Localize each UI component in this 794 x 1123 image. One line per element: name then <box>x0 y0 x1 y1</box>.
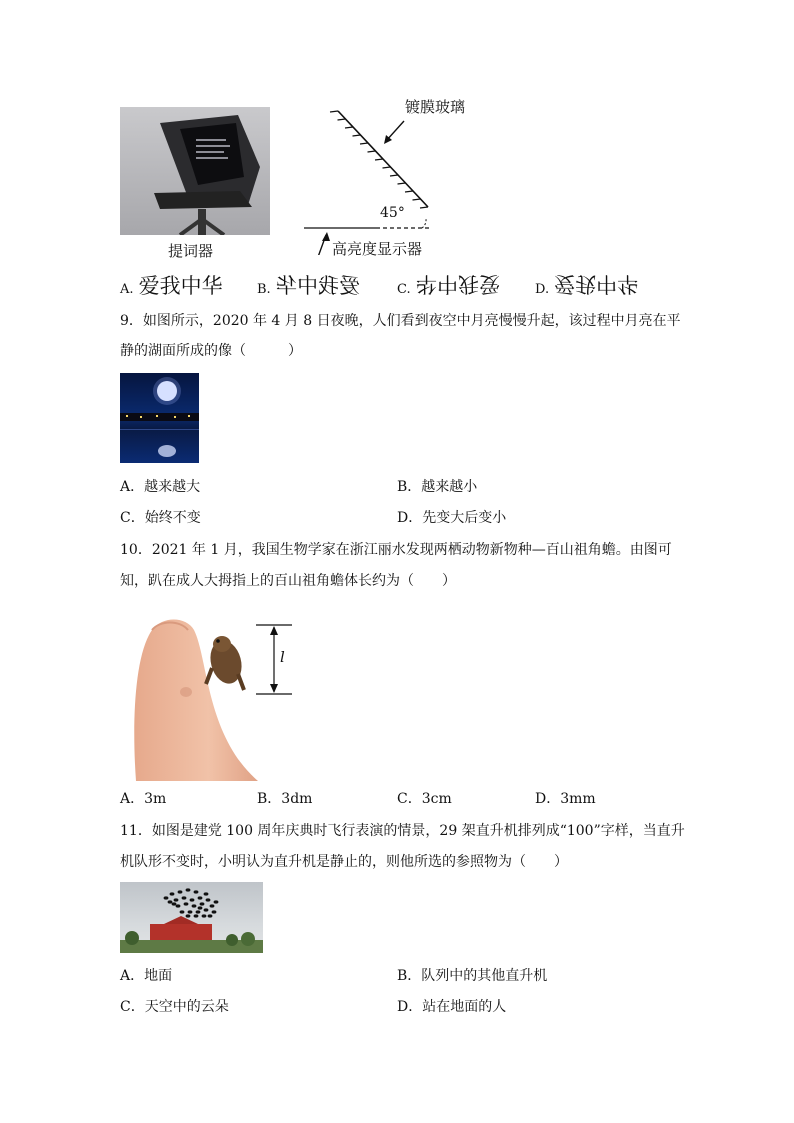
q10-option-a[interactable]: A．3m <box>120 791 167 807</box>
q10-stem-line2: 知，趴在成人大拇指上的百山祖角蟾体长约为（ ） <box>120 573 456 589</box>
q8-option-d[interactable] <box>535 270 638 300</box>
mirror-diagram <box>300 95 460 255</box>
q9-stem-line2: 静的湖面所成的像（ ） <box>120 343 302 359</box>
q9-stem-line1: 9．如图所示，2020 年 4 月 8 日夜晚，人们看到夜空中月亮慢慢升起，该过程中月亮在平 <box>120 313 681 329</box>
choice-text-mirrored: 爱我中华 <box>275 274 360 298</box>
option-letter: B. <box>257 282 271 297</box>
option-letter: A. <box>120 282 134 297</box>
q9-option-d[interactable]: D．先变大后变小 <box>397 510 507 526</box>
choice-text-rotated: 爱我中华 <box>415 272 500 296</box>
option-letter: C. <box>397 282 411 297</box>
helicopter-formation-photo <box>120 882 263 953</box>
choice-text-flipped: 爱我中华 <box>554 272 639 296</box>
q11-option-b[interactable]: B．队列中的其他直升机 <box>397 968 548 984</box>
q11-option-c[interactable]: C．天空中的云朵 <box>120 999 229 1015</box>
q8-option-b[interactable] <box>257 270 360 300</box>
option-letter: D. <box>535 282 550 297</box>
q10-option-d[interactable]: D．3mm <box>535 791 596 807</box>
moon-lake-photo <box>120 373 199 463</box>
choice-text: 爱我中华 <box>138 274 223 298</box>
angle-label: 45° <box>380 205 405 221</box>
q11-stem-line2: 机队形不变时，小明认为直升机是静止的，则他所选的参照物为（ ） <box>120 854 568 870</box>
display-label: 高亮度显示器 <box>332 240 423 258</box>
teleprompter-caption: 提词器 <box>168 242 214 260</box>
q8-option-c[interactable] <box>397 270 500 300</box>
length-symbol: l <box>280 648 285 666</box>
q8-option-a[interactable] <box>120 270 223 300</box>
teleprompter-photo <box>120 107 270 235</box>
q9-option-c[interactable]: C．始终不变 <box>120 510 201 526</box>
q11-option-d[interactable]: D．站在地面的人 <box>397 999 507 1015</box>
q9-option-a[interactable]: A．越来越大 <box>120 479 201 495</box>
q9-option-b[interactable]: B．越来越小 <box>397 479 478 495</box>
q10-option-b[interactable]: B．3dm <box>257 791 313 807</box>
q10-stem-line1: 10．2021 年 1 月，我国生物学家在浙江丽水发现两栖动物新物种—百山祖角蟾。由图可 <box>120 542 672 558</box>
q11-option-a[interactable]: A．地面 <box>120 968 173 984</box>
mirror-label: 镀膜玻璃 <box>405 98 466 116</box>
thumb-toad-photo <box>128 616 298 781</box>
q11-stem-line1: 11．如图是建党 100 周年庆典时飞行表演的情景，29 架直升机排列成“100”字样，当直升 <box>120 823 685 839</box>
q10-option-c[interactable]: C．3cm <box>397 791 452 807</box>
